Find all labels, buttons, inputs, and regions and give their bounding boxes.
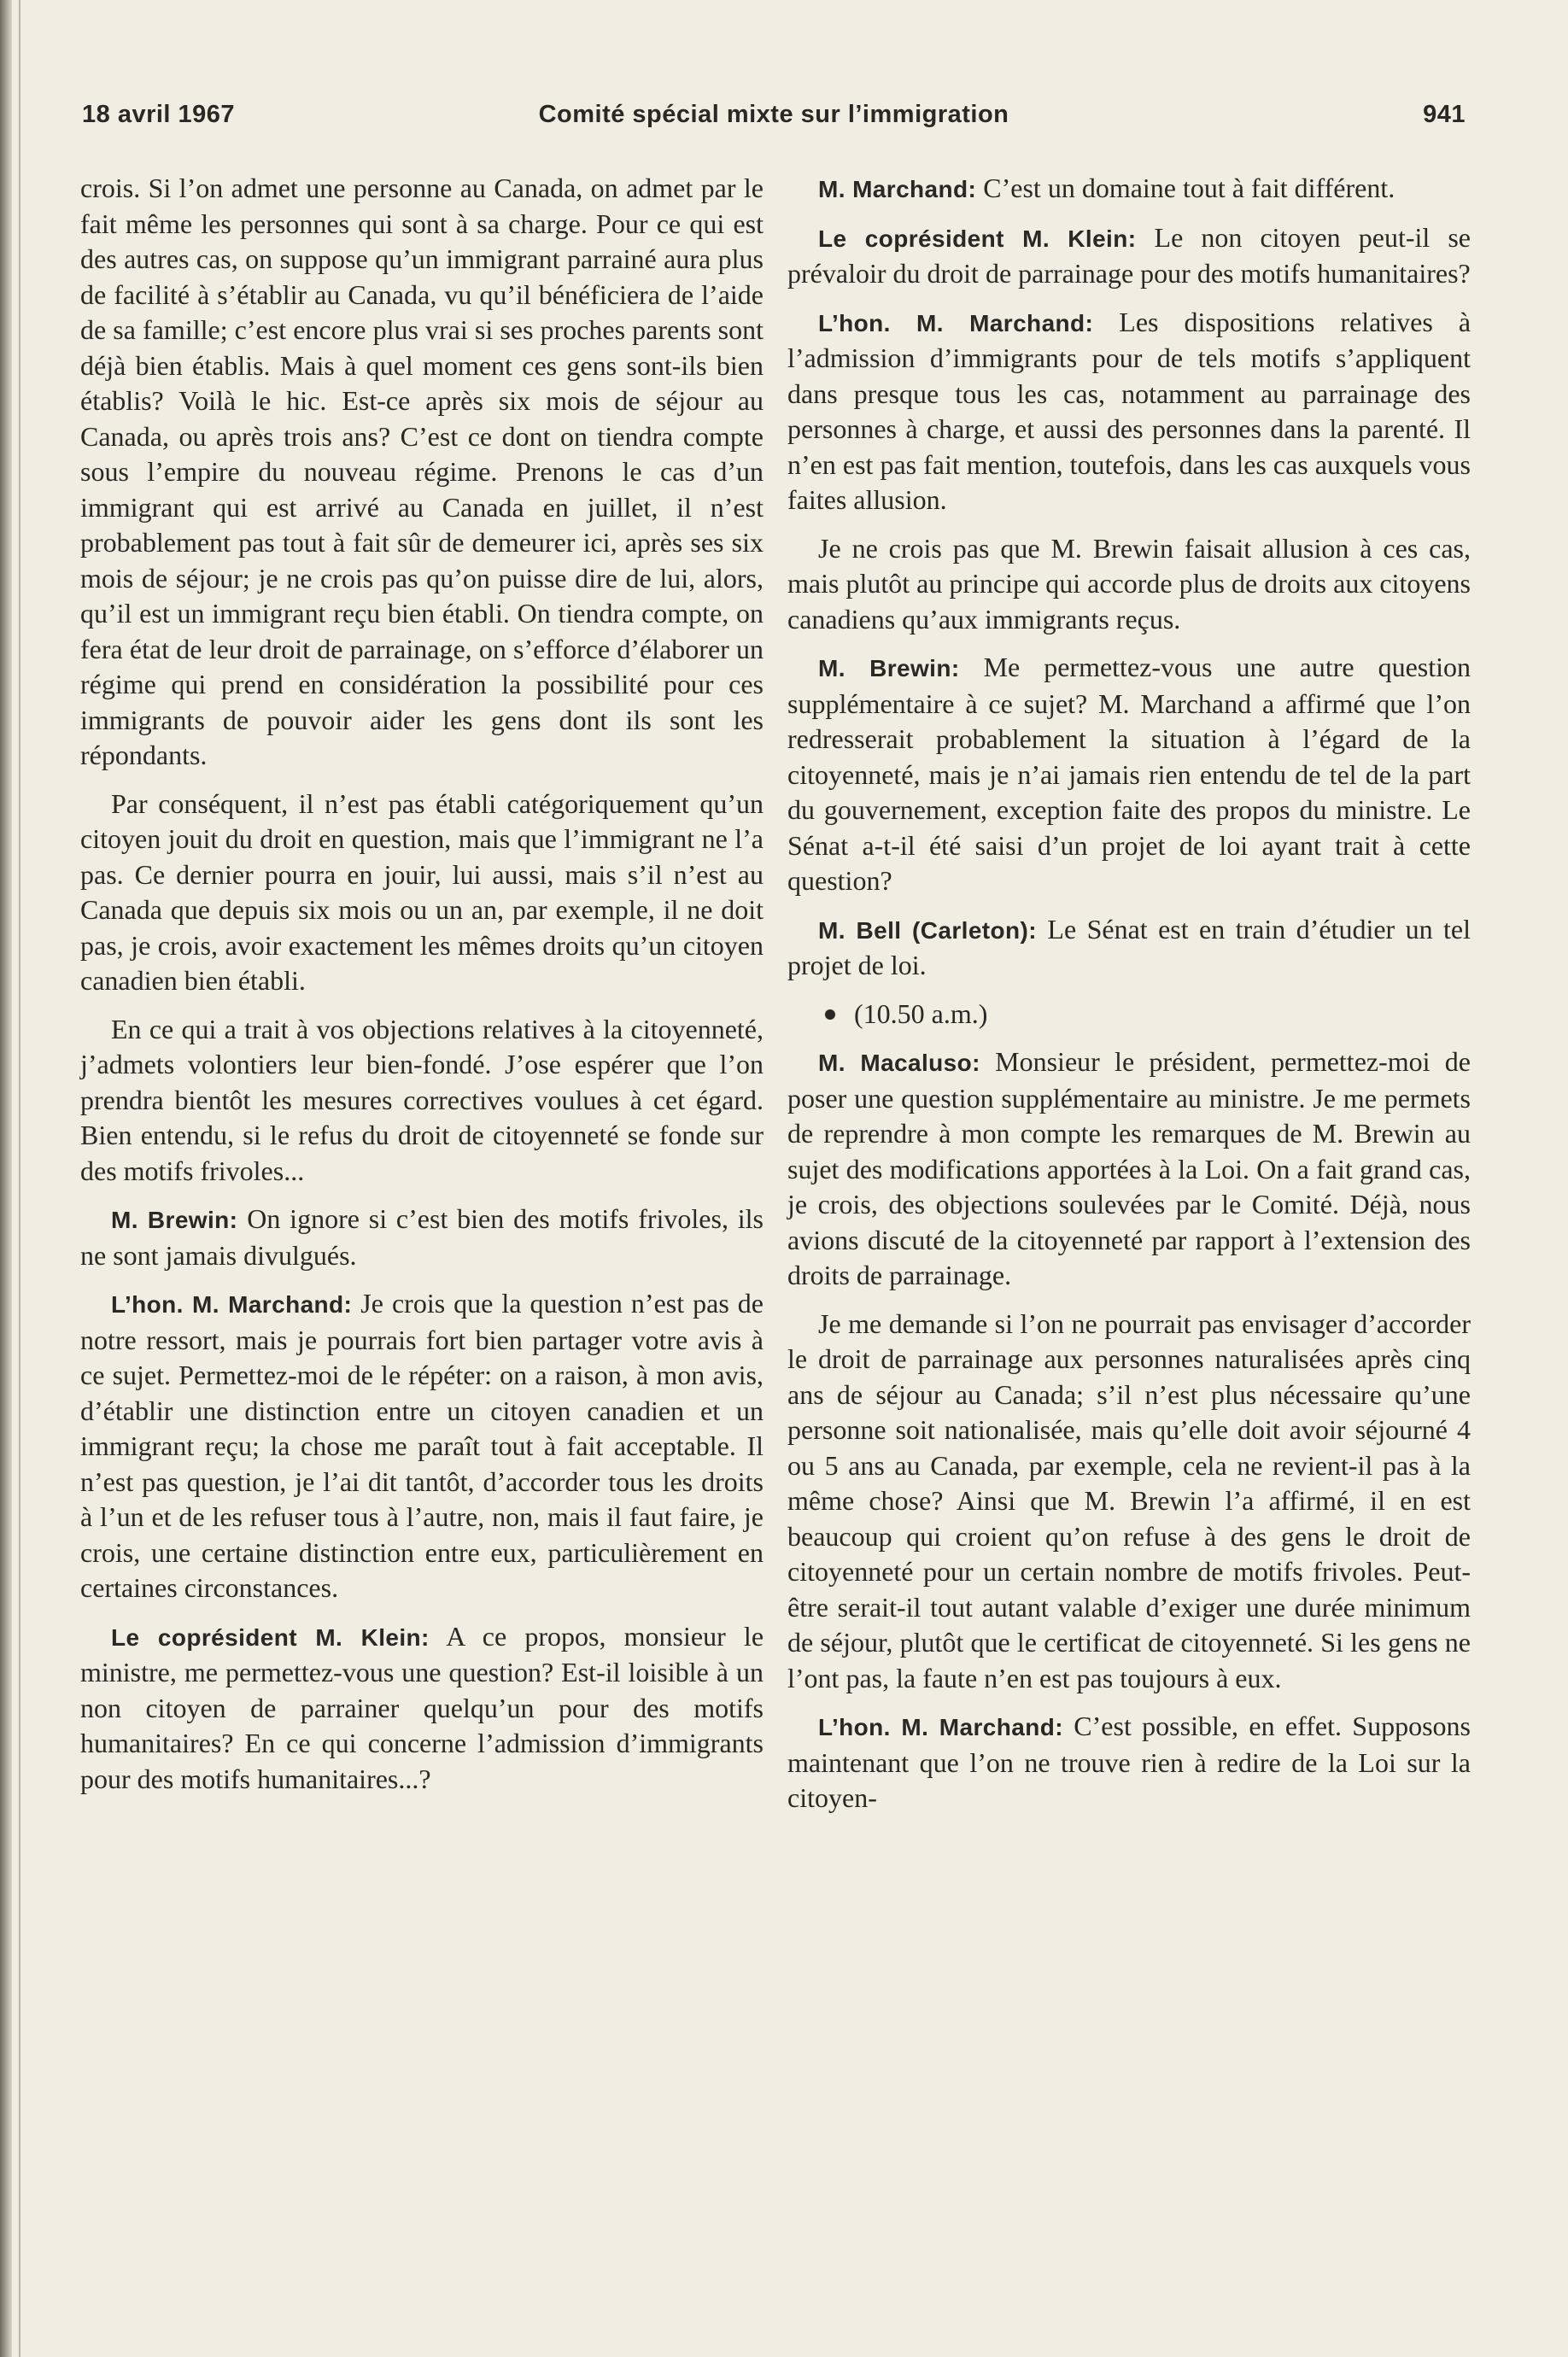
speech (80, 1286, 764, 1606)
speaker-name: M. Brewin: (111, 1207, 238, 1233)
time-marker-text: (10.50 a.m.) (854, 997, 988, 1029)
speech (787, 912, 1471, 984)
paragraph (787, 1307, 1471, 1697)
page-number: 941 (1423, 101, 1466, 128)
bullet-icon (825, 1009, 835, 1020)
speaker-name: M. Brewin: (818, 655, 960, 681)
speech-text: Je crois que la question n’est pas de notre ressort, mais je pourrais fort bien partager votre avis à ce sujet. Permettez-moi de le répéter: on a raison, à mon avis, d’établir une distinction entre un citoyen canadien et un immigrant reçu; la chose me paraît tout à fait acceptable. Il n’est pas question, je l’ai dit tantôt, d’accorder tous les droits à l’un et de les refuser tous à l’autre, non, mais il faut faire, je crois, une certaine distinction entre eux, particulièrement en certaines circonstances. (80, 1288, 764, 1603)
binding-line (19, 0, 20, 2357)
paragraph-text: Je me demande si l’on ne pourrait pas envisager d’accorder le droit de parrainage aux personnes naturalisées après cinq ans de séjour au Canada; s’il n’est plus nécessaire qu’une personne soit nationalisée, mais qu’elle doit avoir séjourné 4 ou 5 ans au Canada, par exemple, cela ne revient-il pas à la même chose? Ainsi que M. Brewin l’a affirmé, il en est beaucoup qui croient qu’on refuse à des gens le droit de citoyenneté pour un certain nombre de motifs frivoles. Peut-être serait-il tout autant valable d’exiger une durée minimum de séjour, plutôt que le certificat de citoyenneté. Si les gens ne l’ont pas, la faute n’en est pas toujours à eux. (787, 1307, 1471, 1693)
speech (80, 1202, 764, 1273)
speech-text: On ignore si c’est bien des motifs frivoles, ils ne sont jamais divulgués. (80, 1203, 764, 1271)
paragraph (80, 787, 764, 999)
speech-text: C’est possible, en effet. Supposons maintenant que l’on ne trouve rien à redire de la Loi sur la citoyen- (787, 1711, 1471, 1813)
speech-text: Monsieur le président, permettez-moi de poser une question supplémentaire au ministre. Je me permets de reprendre à mon compte les remarques de M. Brewin au sujet des modifications apportées à la Loi. On a fait grand cas, je crois, des objections soulevées par le Comité. Déjà, nous avions discuté de la citoyenneté par rapport à l’extension des droits de parrainage. (787, 1046, 1471, 1290)
speech-text: Me permettez-vous une autre question supplémentaire à ce sujet? M. Marchand a affirmé que l’on redresserait probablement la situation à l’égard de la citoyenneté, mais je n’ai jamais rien entendu de tel de la part du gouvernement, exception faite des propos du ministre. Le Sénat a-t-il été saisi d’un projet de loi ayant trait à cette question? (787, 652, 1471, 896)
paragraph-text: Par conséquent, il n’est pas établi catégoriquement qu’un citoyen jouit du droit en question, mais que l’immigrant ne l’a pas. Ce dernier pourra en jouir, lui aussi, mais s’il n’est au Canada que depuis six mois ou un an, par exemple, il ne doit pas, je crois, avoir exactement les mêmes droits qu’un citoyen canadien bien établi. (80, 787, 764, 996)
speaker-name: L’hon. M. Marchand: (818, 1714, 1063, 1740)
header-date: 18 avril 1967 (82, 101, 236, 128)
speaker-name: Le coprésident M. Klein: (818, 225, 1137, 252)
running-head (82, 101, 1466, 142)
speech-text: C’est un domaine tout à fait différent. (983, 173, 1395, 203)
paragraph (80, 171, 764, 774)
speech (80, 1619, 764, 1798)
speech (787, 1709, 1471, 1816)
paragraph-text: Je ne crois pas que M. Brewin faisait allusion à ces cas, mais plutôt au principe qui accorde plus de droits aux citoyens canadiens qu’aux immigrants reçus. (787, 532, 1471, 635)
speech-text: A ce propos, monsieur le ministre, me permettez-vous une question? Est-il loisible à un non citoyen de parrainer quelqu’un pour des motifs humanitaires? En ce qui concerne l’admission d’immigrants pour des motifs humanitaires...? (80, 1620, 764, 1794)
paragraph (80, 1012, 764, 1190)
speaker-name: M. Macaluso: (818, 1050, 980, 1076)
speech-text: Les dispositions relatives à l’admission d’immigrants pour de tels motifs s’appliquent dans presque tous les cas, notamment au parrainage des personnes à charge, et aussi des personnes dans la parenté. Il n’en est pas fait mention, toutefois, dans les cas auxquels vous faites allusion. (787, 306, 1471, 515)
speech (787, 220, 1471, 292)
paragraph-text: crois. Si l’on admet une personne au Canada, on admet par le fait même les personnes qui sont à sa charge. Pour ce qui est des autres cas, on suppose qu’un immigrant parrainé aura plus de facilité à s’établir au Canada, vu qu’il bénéficiera de l’aide de sa famille; c’est encore plus vrai si ses proches parents sont déjà bien établis. Mais à quel moment ces gens sont-ils bien établis? Voilà le hic. Est-ce après six mois de séjour au Canada, ou après trois ans? C’est ce dont on tiendra compte sous l’empire du nouveau régime. Prenons le cas d’un immigrant qui est arrivé au Canada en juillet, il n’est probablement pas tout à fait sûr de demeurer ici, après ses six mois de séjour; je ne crois pas qu’on puisse dire de lui, alors, qu’il est un immigrant reçu bien établi. On tiendra compte, on fera état de leur droit de parrainage, on s’efforce d’élaborer un régime qui prend en considération la possibilité pour ces immigrants de pouvoir aider les gens dont ils sont les répondants. (80, 173, 764, 770)
speaker-name: Le coprésident M. Klein: (111, 1623, 430, 1651)
time-marker (787, 997, 1471, 1032)
speech-text: Le non citoyen peut-il se prévaloir du droit de parrainage pour des motifs humanitaires? (787, 221, 1471, 289)
speech (787, 650, 1471, 899)
speaker-name: L’hon. M. Marchand: (818, 309, 1094, 336)
paragraph (787, 531, 1471, 638)
speaker-name: M. Marchand: (818, 176, 977, 202)
binding-shadow (0, 0, 12, 2357)
speech (787, 1044, 1471, 1294)
speech (787, 305, 1471, 518)
header-title: Comité spécial mixte sur l’immigration (538, 101, 1009, 128)
speech (787, 171, 1471, 208)
left-column (80, 171, 764, 1810)
speaker-name: M. Bell (Carleton): (818, 916, 1037, 944)
right-column (787, 171, 1471, 1829)
paragraph-text: En ce qui a trait à vos objections relatives à la citoyenneté, j’admets volontiers leur bien-fondé. J’ose espérer que l’on prendra bientôt les mesures correctives voulues à cet égard. Bien entendu, si le refus du droit de citoyenneté se fonde sur des motifs frivoles... (80, 1013, 764, 1186)
speech-text: Le Sénat est en train d’étudier un tel projet de loi. (787, 913, 1471, 980)
speaker-name: L’hon. M. Marchand: (111, 1291, 353, 1318)
